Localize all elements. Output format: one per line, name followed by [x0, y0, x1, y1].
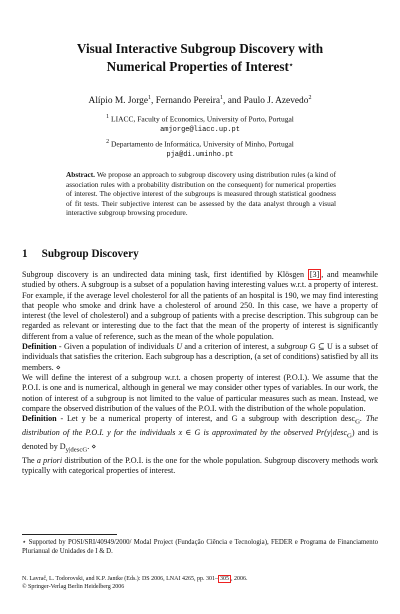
- section-number: 1: [22, 248, 28, 260]
- copyright: © Springer-Verlag Berlin Heidelberg 2006: [22, 584, 125, 590]
- title-line-2: Numerical Properties of Interest⋆: [106, 59, 294, 74]
- abstract: [66, 170, 336, 218]
- author-2: Fernando Pereira: [155, 96, 221, 107]
- footnote: ⋆ Supported by POSI/SRI/40949/2000/ Modal Project (Fundação Ciência e Tecnologia), FEDER e Programa de Financiamento Plurianual de Unidades de I & D.: [22, 539, 378, 555]
- author-list: Alípio M. Jorge$^1$, Fernando Pereira$^1$, and Paulo J. Azevedo$^2$: [88, 95, 312, 107]
- footer-citation: N. Lavrač, L. Todorovski, and K.P. Jantke (Eds.): DS 2006, LNAI 4265, pp. 301– 305 , 2006.: [22, 576, 248, 582]
- title-line-1: Visual Interactive Subgroup Discovery with: [76, 41, 324, 56]
- affiliation-1: $^1$ LIACC, Faculty of Economics, University of Porto, Portugal amjorge@liacc.up.pt: [40, 112, 360, 135]
- body-text: [22, 270, 378, 476]
- affiliation-2-email[interactable]: pja@di.uminho.pt: [166, 150, 234, 159]
- section-heading: [22, 248, 139, 260]
- footnote-divider: [22, 534, 117, 535]
- page-range-link[interactable]: 305: [219, 576, 229, 582]
- paragraph-1: Subgroup discovery is an undirected data mining task, first identified by Klösgen [3] , and meanwhile studied by others. A subgroup is a subset of a population having interesting values w.r.t. a property of interest. For example, if the average level cholesterol for all the patients of an hospital is 190, we may find interesting that people who smoke and drink have a cholesterol of around 250. In this case, we have a property of interest (the level of cholesterol) and a subgroup of patients with a precise description. This subgroup can be regarded as relevant or interesting due to the fact that the mean of the property of interest is significantly different from a value of reference, such as the mean of the whole population.: [22, 270, 378, 341]
- publication-footer: [22, 575, 378, 591]
- definition-2: Definition - Let y be a numerical property of interest, and G a subgroup with description desc$_G$. The distribution of the P.O.I. y for the individuals x ∈ G is approximated by the observed Pr(y|desc$_G$) and is denoted by $D_{y|descG}$. ⋄: [22, 414, 378, 454]
- section-title: Subgroup Discovery: [41, 248, 139, 260]
- footnote-mark: ⋆: [22, 539, 27, 546]
- abstract-text: We propose an approach to subgroup discovery using distribution rules (a kind of association rules with a probability distribution on the consequent) for numerical properties of interest. The objective interest of the subgroups is measured through statistical goodness of fit tests. Their subjective interest can be assessed by the data analyst through a visual interactive subgroup browsing procedure.: [66, 170, 336, 218]
- citation-link[interactable]: [3]: [309, 270, 320, 279]
- affiliation-1-email[interactable]: amjorge@liacc.up.pt: [160, 125, 240, 134]
- definition-1: Definition - Given a population of individuals U and a criterion of interest, a subgroup G ⊆ U is a subset of individuals that satisfies the criterion. Each subgroup has a description, (a set of conditions) satisfied by all its members. ⋄: [22, 342, 378, 372]
- abstract-label: Abstract.: [66, 170, 95, 179]
- author-3: Paulo J. Azevedo: [243, 96, 309, 107]
- author-1: Alípio M. Jorge: [88, 96, 149, 107]
- affiliation-2: $^2$ Departamento de Informática, University of Minho, Portugal pja@di.uminho.pt: [40, 137, 360, 160]
- paragraph-3: The a priori distribution of the P.O.I. is the one for the whole population. Subgroup discovery methods work typically with categorical properties of interest.: [22, 455, 379, 476]
- paragraph-2: We will define the interest of a subgroup w.r.t. a chosen property of interest (P.O.I.). We assume that the P.O.I. is one and is numerical, although in general we may consider other types of variables. In our work, the notion of interest of a subgroup is not limited to the value of particular measures such as mean. Instead, we compare the observed distribution of the values of the P.O.I. with the distribution of the whole population.: [22, 372, 378, 413]
- paper-title: [40, 40, 360, 75]
